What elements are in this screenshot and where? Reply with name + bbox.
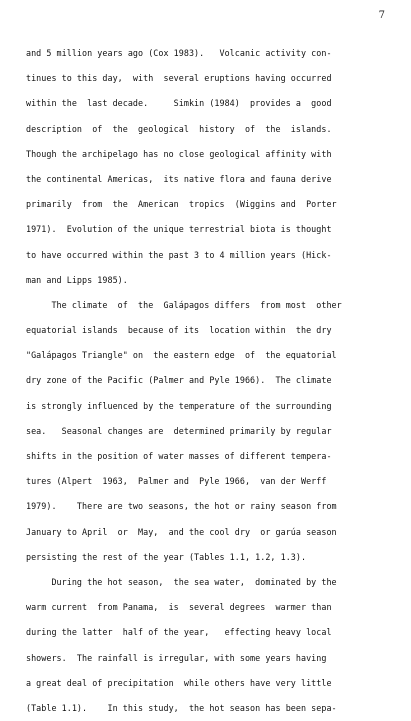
text-line: shifts in the position of water masses of different tempera- bbox=[26, 451, 332, 461]
text-line: dry zone of the Pacific (Palmer and Pyle 1966). The climate bbox=[26, 375, 332, 386]
text-line: within the last decade. Simkin (1984) provides a good bbox=[26, 98, 332, 109]
text-line: tinues to this day, with several eruptions having occurred bbox=[26, 73, 332, 84]
text-line: showers. The rainfall is irregular, with some years having bbox=[26, 652, 327, 663]
text-line: man and Lipps 1985). bbox=[26, 274, 128, 285]
text-line: persisting the rest of the year (Tables 1.1, 1.2, 1.3). bbox=[26, 551, 307, 562]
text-line: The climate of the Galápagos differs from most other bbox=[26, 299, 342, 310]
text-line: January to April or May, and the cool dry or garúa season bbox=[26, 526, 337, 537]
text-line: "Galápagos Triangle" on the eastern edge of the equatorial bbox=[26, 350, 337, 361]
text-line: sea. Seasonal changes are determined primarily by regular bbox=[26, 425, 332, 436]
text-line: 1979). There are two seasons, the hot or rainy season from bbox=[26, 501, 337, 512]
text-line: a great deal of precipitation while others have very little bbox=[26, 677, 332, 688]
text-line: During the hot season, the sea water, dominated by the bbox=[26, 576, 337, 587]
text-line: primarily from the American tropics (Wiggins and Porter bbox=[26, 199, 337, 210]
text-line: 1971). Evolution of the unique terrestrial biota is thought bbox=[26, 224, 332, 235]
text-line: is strongly influenced by the temperature of the surrounding bbox=[26, 400, 332, 411]
text-line: warm current from Panama, is several degrees warmer than bbox=[26, 602, 332, 613]
text-line: and 5 million years ago (Cox 1983). Volcanic activity con- bbox=[26, 48, 332, 58]
page-number: 7 bbox=[378, 10, 385, 21]
text-line: Though the archipelago has no close geological affinity with bbox=[26, 148, 332, 159]
text-line: to have occurred within the past 3 to 4 million years (Hick- bbox=[26, 249, 332, 260]
text-line: tures (Alpert 1963, Palmer and Pyle 1966, van der Werff bbox=[26, 476, 327, 487]
text-line: the continental Americas, its native flora and fauna derive bbox=[26, 173, 332, 184]
text-line: description of the geological history of the islands. bbox=[26, 123, 332, 134]
text-line: during the latter half of the year, effecting heavy local bbox=[26, 627, 332, 638]
text-line: equatorial islands because of its location within the dry bbox=[26, 325, 332, 336]
text-line: (Table 1.1). In this study, the hot season has been sepa- bbox=[26, 702, 337, 713]
body-text bbox=[26, 41, 381, 721]
